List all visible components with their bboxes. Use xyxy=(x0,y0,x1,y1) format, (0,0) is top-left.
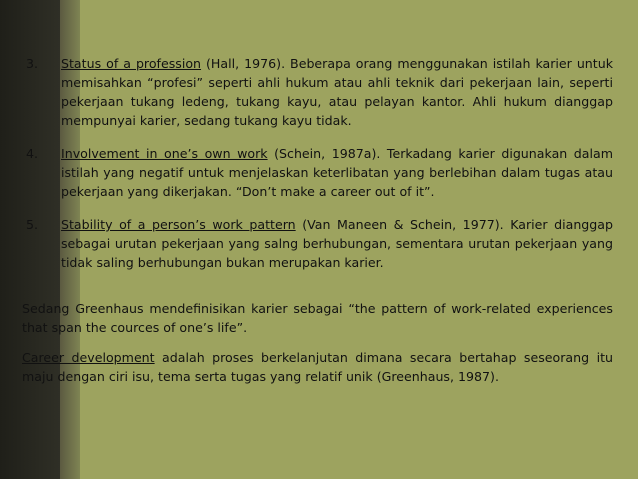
list-item xyxy=(22,215,613,272)
career-development-link[interactable]: Career development xyxy=(22,350,155,365)
list-item-link[interactable]: Stability of a person’s work pattern xyxy=(61,217,296,232)
list-number: 5. xyxy=(26,217,39,232)
list-number: 4. xyxy=(26,146,39,161)
list-item-text: (Schein, 1987a). Terkadang karier digunakan dalam istilah yang negatif untuk menjelaskan keterlibatan yang berlebihan dalam tugas atau pekerjaan yang dikerjakan. “Don’t make a career out of it”. xyxy=(61,146,613,199)
greenhaus-paragraph xyxy=(22,299,613,337)
career-development-paragraph xyxy=(22,348,613,386)
career-definitions-list xyxy=(22,54,613,272)
greenhaus-text: Sedang Greenhaus mendefinisikan karier sebagai “the pattern of work-related experiences that span the cources of one’s life”. xyxy=(22,301,613,335)
list-item-link[interactable]: Status of a profession xyxy=(61,56,202,71)
list-item xyxy=(22,54,613,130)
list-item-text: (Hall, 1976). Beberapa orang menggunakan istilah karier untuk memisahkan “profesi” seperti ahli hukum atau ahli teknik dari pekerjaan lain, seperti pekerjaan tukang ledeng, tukang kayu, atau pelayan kantor. Ahli hukum dianggap mempunyai karier, sedang tukang kayu tidak. xyxy=(61,56,613,128)
career-development-text: adalah proses berkelanjutan dimana secara bertahap seseorang itu maju dengan ciri isu, tema serta tugas yang relatif unik (Greenhaus, 1987). xyxy=(22,350,613,384)
list-item-text: (Van Maneen & Schein, 1977). Karier dianggap sebagai urutan pekerjaan yang salng berhubungan, sementara urutan pekerjaan yang tidak saling berhubungan bukan merupakan karier. xyxy=(61,217,614,270)
list-item-link[interactable]: Involvement in one’s own work xyxy=(61,146,268,161)
list-number: 3. xyxy=(26,56,39,71)
list-item xyxy=(22,144,613,201)
